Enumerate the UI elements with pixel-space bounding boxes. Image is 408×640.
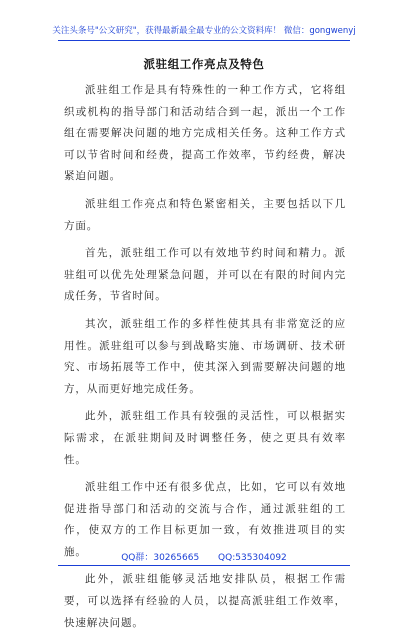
paragraph-2: 派驻组工作亮点和特色紧密相关，主要包括以下几方面。 <box>64 197 346 232</box>
paragraph-4: 其次，派驻组工作的多样性使其具有非常宽泛的应用性。派驻组可以参与到战略实施、市场调研、技术研究、市场拓展等工作中，使其深入到需要解决问题的地方，从而更好地完成任务。 <box>64 317 346 395</box>
footer-contacts <box>0 550 408 563</box>
paragraph-3: 首先，派驻组工作可以有效地节约时间和精力。派驻组可以优先处理紧急问题，并可以在有限的时间内完成任务，节省时间。 <box>64 247 346 303</box>
paragraph-1: 派驻组工作是具有特殊性的一种工作方式，它将组织或机构的指导部门和活动结合到一起，派出一个工作组在需要解决问题的地方完成相关任务。这种工作方式可以节省时间和经费，提高工作效率，节约经费，解决紧迫问题。 <box>64 84 346 183</box>
paragraph-5: 此外，派驻组工作具有较强的灵活性，可以根据实际需求，在派驻期间及时调整任务，使之更具有效率性。 <box>64 410 346 466</box>
qq-group-number: QQ群：30265665 <box>121 553 200 563</box>
header-banner: 关注头条号"公文研究"，获得最新最全最专业的公文资料库！ 微信：gongwenyj <box>52 26 356 36</box>
document-title: 派驻组工作亮点及特色 <box>143 57 265 71</box>
footer-divider <box>58 565 350 566</box>
paragraph-6: 派驻组工作中还有很多优点，比如，它可以有效地促进指导部门和活动的交流与合作，通过派驻组的工作，使双方的工作目标更加一致，有效推进项目的实施。 <box>64 481 346 558</box>
paragraph-7: 此外，派驻组能够灵活地安排队员，根据工作需要，可以选择有经验的人员，以提高派驻组工作效率，快速解决问题。 <box>64 573 346 629</box>
qq-number: QQ:535304092 <box>218 553 287 563</box>
header-divider <box>58 40 350 41</box>
